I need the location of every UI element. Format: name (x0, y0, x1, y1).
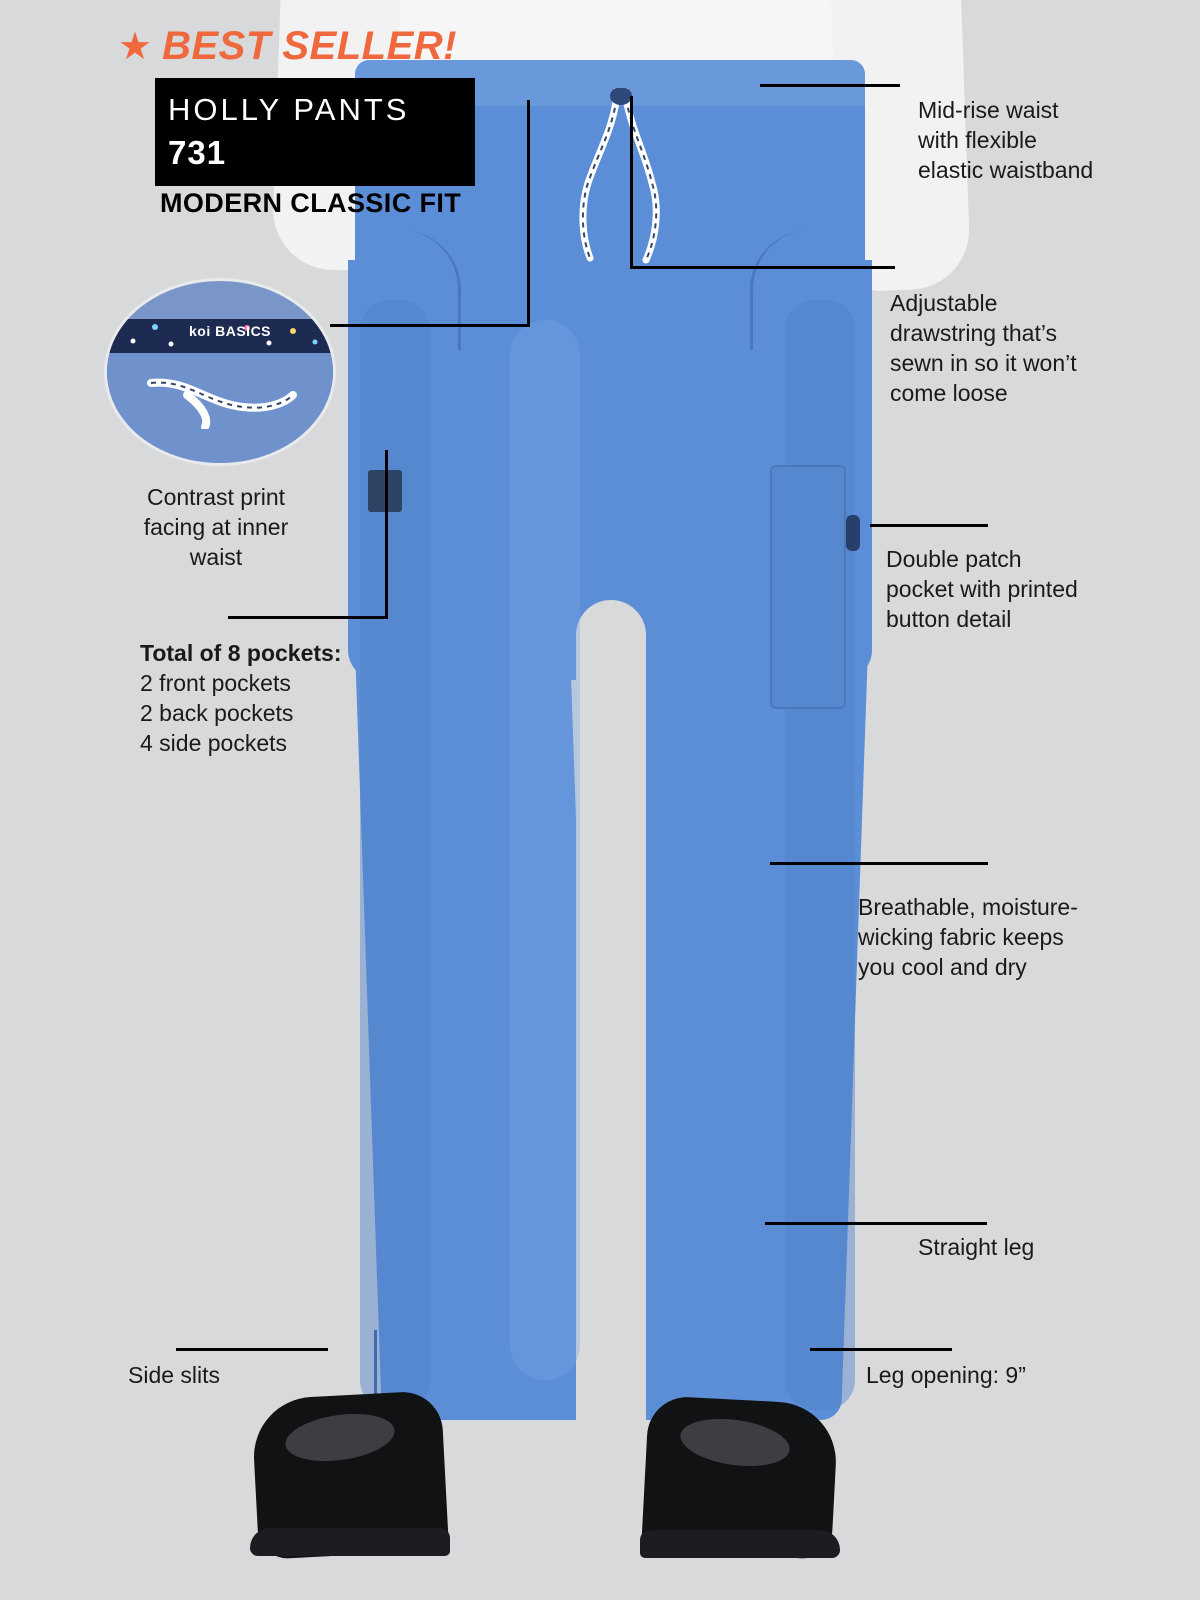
fabric-shadow-left (360, 300, 430, 1410)
leader-line-side-slits (176, 1348, 328, 1351)
shoe-left-sole (250, 1528, 450, 1556)
inset-caption (96, 482, 336, 572)
product-name: HOLLY PANTS (168, 92, 410, 127)
annotation-waist-line-2: with flexible (918, 127, 1037, 153)
leg-gap (576, 600, 646, 1430)
pockets-item-2: 2 back pockets (140, 700, 294, 726)
leader-line-drawstring-v (630, 96, 633, 268)
annotation-leg-opening-line-1: Leg opening: 9” (866, 1362, 1026, 1388)
annotation-straight-leg-line-1: Straight leg (918, 1234, 1035, 1260)
shoe-right-sole (640, 1530, 840, 1558)
annotation-fabric-line-3: you cool and dry (858, 954, 1027, 980)
annotation-drawstring-line-4: come loose (890, 380, 1008, 406)
annotation-drawstring-line-1: Adjustable (890, 290, 998, 316)
leader-line-pockets (228, 616, 388, 619)
annotation-waist (918, 95, 1188, 185)
annotation-straight-leg (918, 1232, 1178, 1262)
pocket-button-detail (846, 515, 860, 551)
fit-label: MODERN CLASSIC FIT (160, 188, 462, 218)
leader-line-pockets-v (385, 450, 388, 618)
best-seller-badge (118, 24, 457, 69)
annotation-drawstring-line-3: sewn in so it won’t (890, 350, 1077, 376)
annotation-waist-line-3: elastic waistband (918, 157, 1094, 183)
koi-basics-logo: koi BASICS (189, 323, 272, 339)
annotation-drawstring-line-2: drawstring that’s (890, 320, 1058, 346)
annotation-side-slits (128, 1360, 348, 1390)
drawstring (560, 88, 680, 288)
leader-line-inset-v (527, 100, 530, 326)
annotation-fabric (858, 892, 1178, 982)
leader-line-straight-leg (765, 1222, 987, 1225)
annotation-leg-opening (866, 1360, 1166, 1390)
annotation-waist-line-1: Mid-rise waist (918, 97, 1059, 123)
leader-line-waist (760, 84, 900, 87)
fabric-highlight (510, 320, 580, 1380)
annotation-fabric-line-1: Breathable, moisture- (858, 894, 1078, 920)
leader-line-inset (330, 324, 530, 327)
leader-line-drawstring (630, 266, 895, 269)
pockets-item-1: 2 front pockets (140, 670, 291, 696)
leader-line-fabric (770, 862, 988, 865)
annotation-patch-pocket-line-1: Double patch (886, 546, 1022, 572)
annotation-patch-pocket-line-3: button detail (886, 606, 1012, 632)
inset-caption-line-1: Contrast print (146, 484, 286, 510)
pockets-heading: Total of 8 pockets: (140, 640, 342, 666)
annotation-drawstring (890, 288, 1180, 408)
star-icon: ★ (118, 25, 153, 68)
annotation-side-slits-line-1: Side slits (128, 1362, 221, 1388)
double-patch-pocket (770, 465, 846, 709)
annotation-patch-pocket-line-2: pocket with printed (886, 576, 1078, 602)
inner-waist-detail-inset (104, 278, 336, 466)
inset-caption-line-3: waist (189, 544, 243, 570)
style-number: 731 (168, 134, 227, 171)
leader-line-patch-pocket (870, 524, 988, 527)
leader-line-leg-opening (810, 1348, 952, 1351)
pockets-item-3: 4 side pockets (140, 730, 288, 756)
pockets-block (140, 638, 420, 758)
inset-caption-line-2: facing at inner (143, 514, 289, 540)
front-pocket-right (750, 230, 853, 350)
best-seller-label: BEST SELLER! (162, 24, 457, 68)
inset-drawstring (147, 377, 297, 429)
annotation-patch-pocket (886, 544, 1186, 634)
annotation-fabric-line-2: wicking fabric keeps (858, 924, 1064, 950)
